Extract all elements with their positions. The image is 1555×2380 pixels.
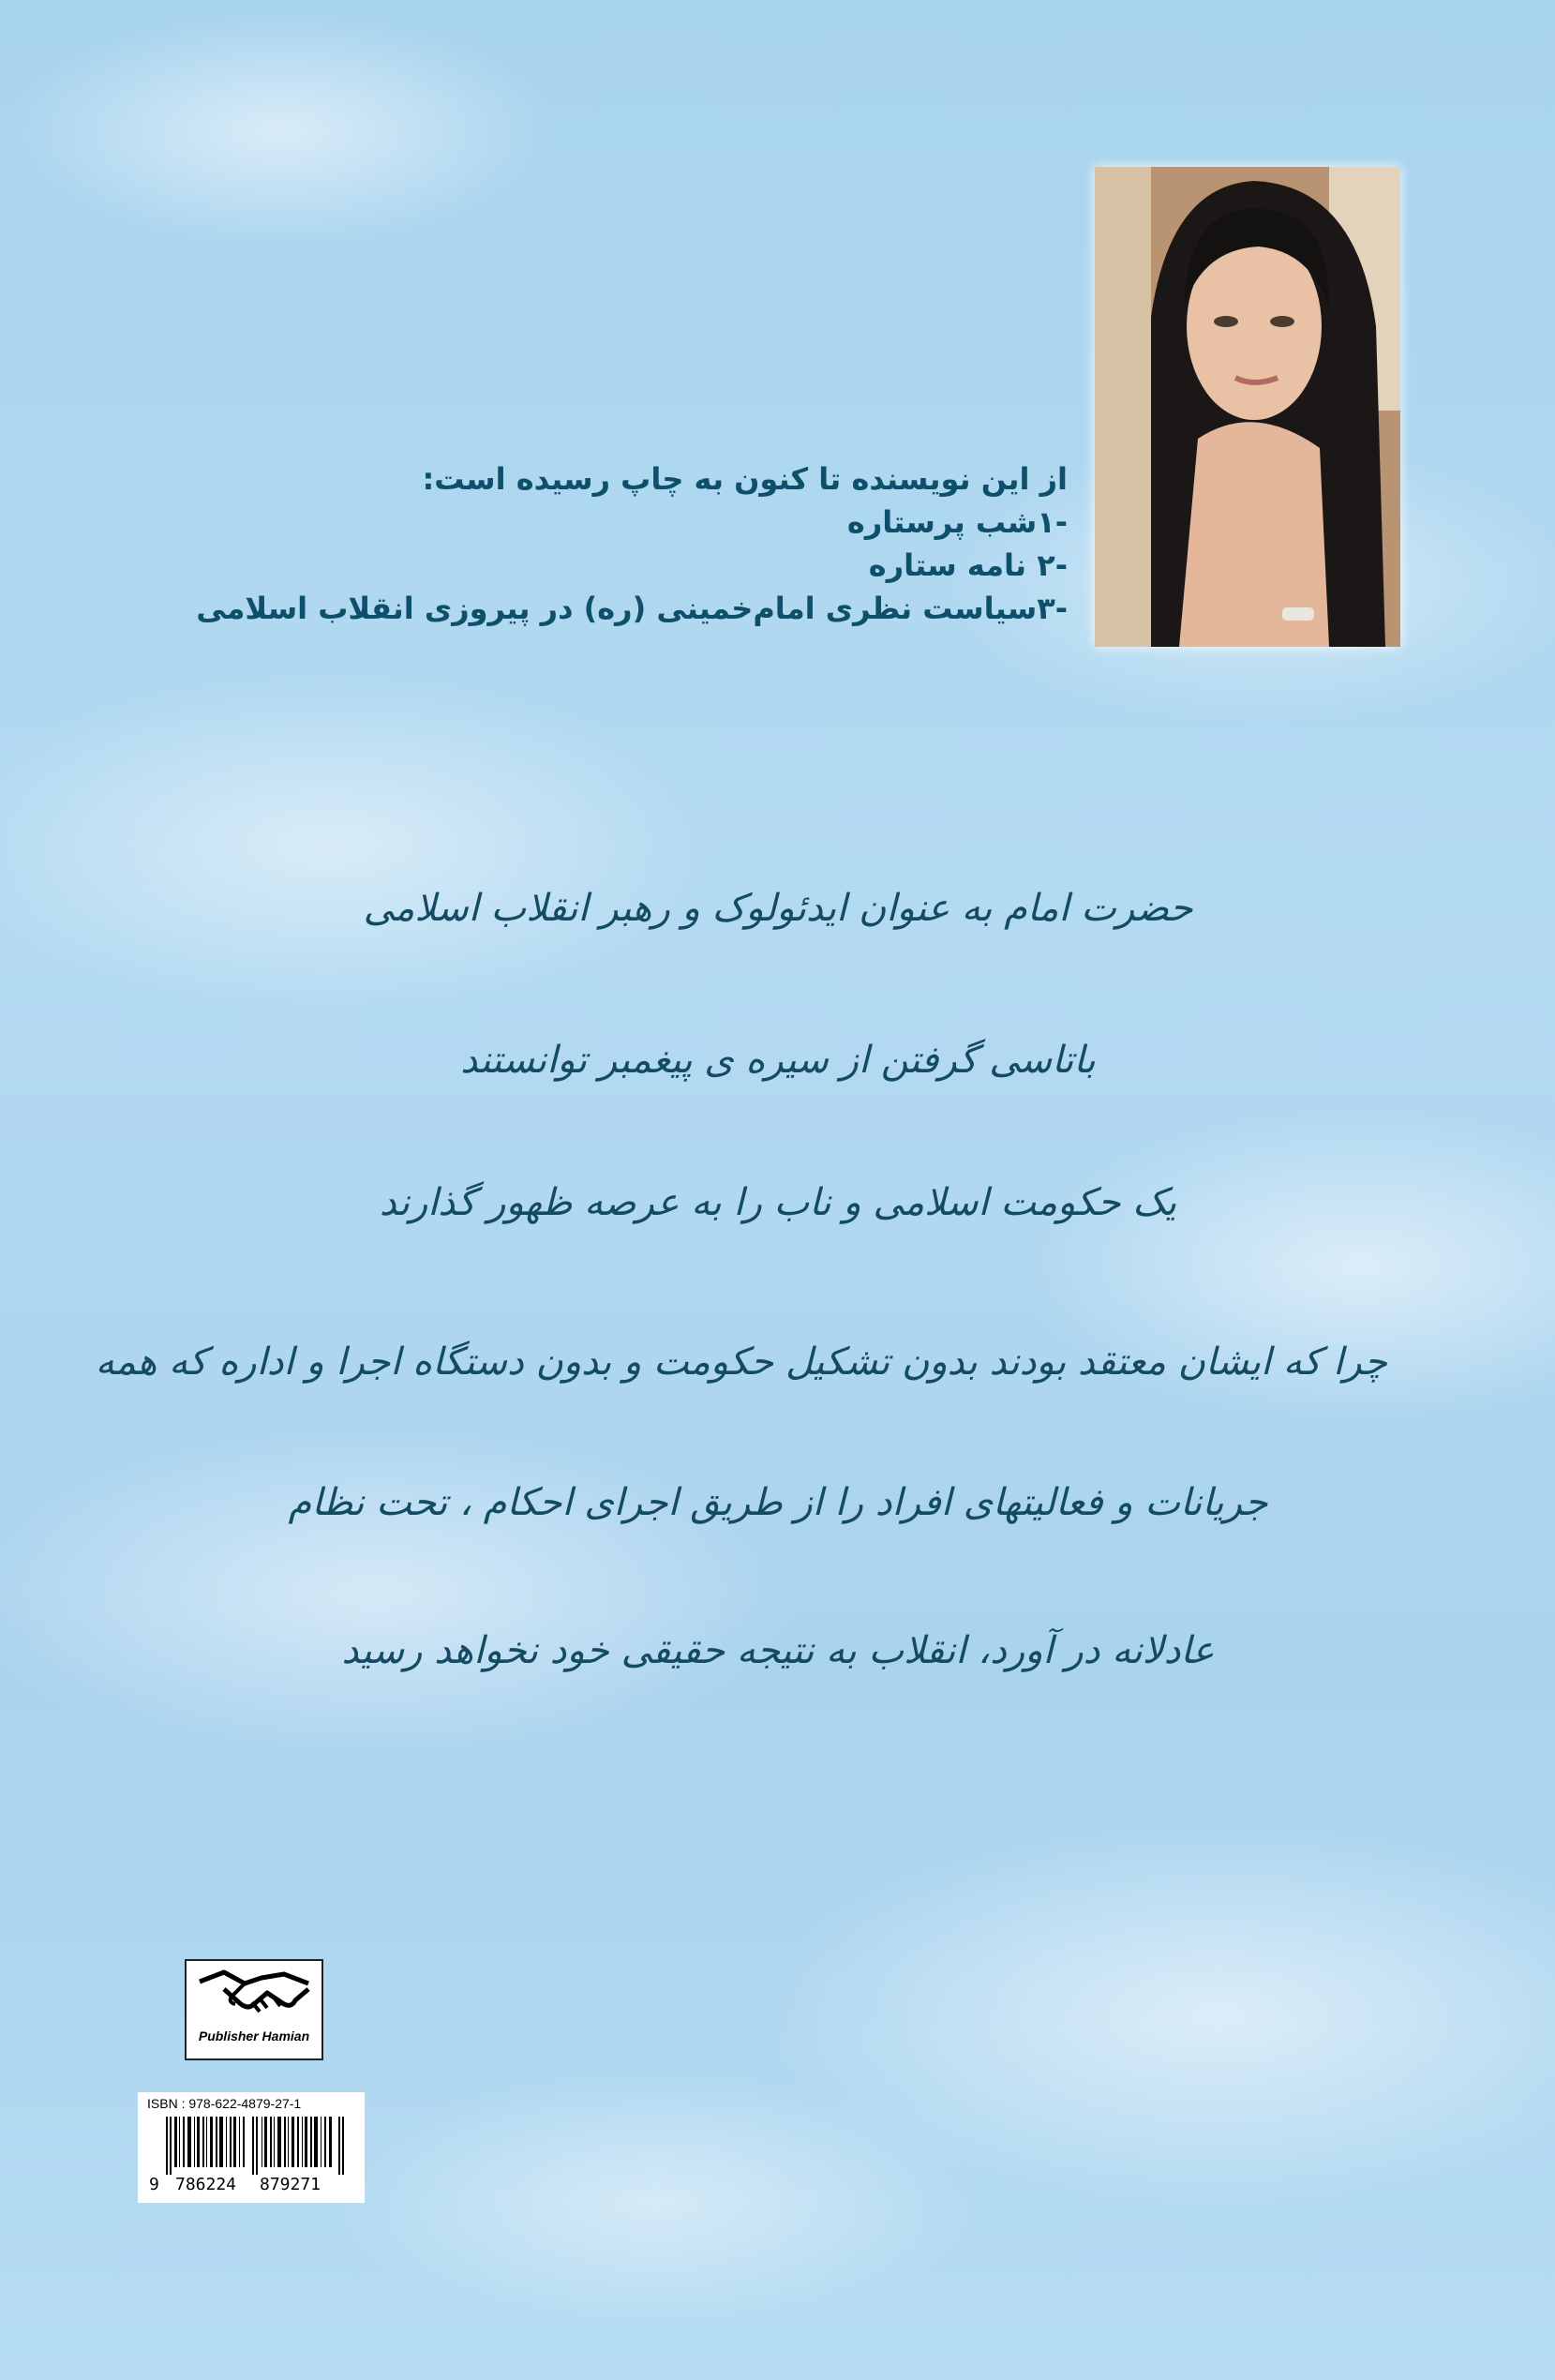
book-item: -۳سیاست نظری امام‌خمینی (ره) در پیروزی انقلاب اسلامی bbox=[196, 591, 1068, 626]
bibliography-heading: از این نویسنده تا کنون به چاپ رسیده است: bbox=[422, 461, 1068, 497]
handshake-icon bbox=[187, 1961, 321, 2027]
blurb-line: یک حکومت اسلامی و ناب را به عرصه ظهور گذارند bbox=[379, 1181, 1177, 1224]
blurb-line: عادلانه در آورد، انقلاب به نتیجه حقیقی خود نخواهد رسید bbox=[341, 1629, 1215, 1672]
blurb-line: باتاسی گرفتن از سیره ی پیغمبر توانستند bbox=[460, 1039, 1096, 1082]
barcode-digit-group: 879271 bbox=[260, 2175, 321, 2194]
blurb-line: حضرت امام به عنوان ایدئولوک و رهبر انقلاب اسلامی bbox=[363, 887, 1193, 930]
book-item: -۱شب پرستاره bbox=[846, 504, 1068, 540]
isbn-number: ISBN : 978-622-4879-27-1 bbox=[147, 2096, 302, 2111]
book-item: -۲ نامه ستاره bbox=[868, 547, 1068, 583]
barcode-digit-group: 786224 bbox=[175, 2175, 237, 2194]
blurb-line: جریانات و فعالیتهای افراد را از طریق اجرای احکام ، تحت نظام bbox=[288, 1481, 1268, 1524]
author-photo bbox=[1095, 167, 1400, 647]
isbn-barcode bbox=[138, 2092, 365, 2203]
author-bibliography bbox=[168, 457, 1068, 630]
blurb-line: چرا که ایشان معتقد بودند بدون تشکیل حکومت و بدون دستگاه اجرا و اداره که همه bbox=[95, 1340, 1387, 1384]
barcode-lead-digit: 9 bbox=[149, 2175, 159, 2194]
barcode-bars bbox=[166, 2117, 344, 2175]
publisher-logo bbox=[185, 1959, 323, 2060]
publisher-name: Publisher Hamian bbox=[198, 2028, 310, 2043]
